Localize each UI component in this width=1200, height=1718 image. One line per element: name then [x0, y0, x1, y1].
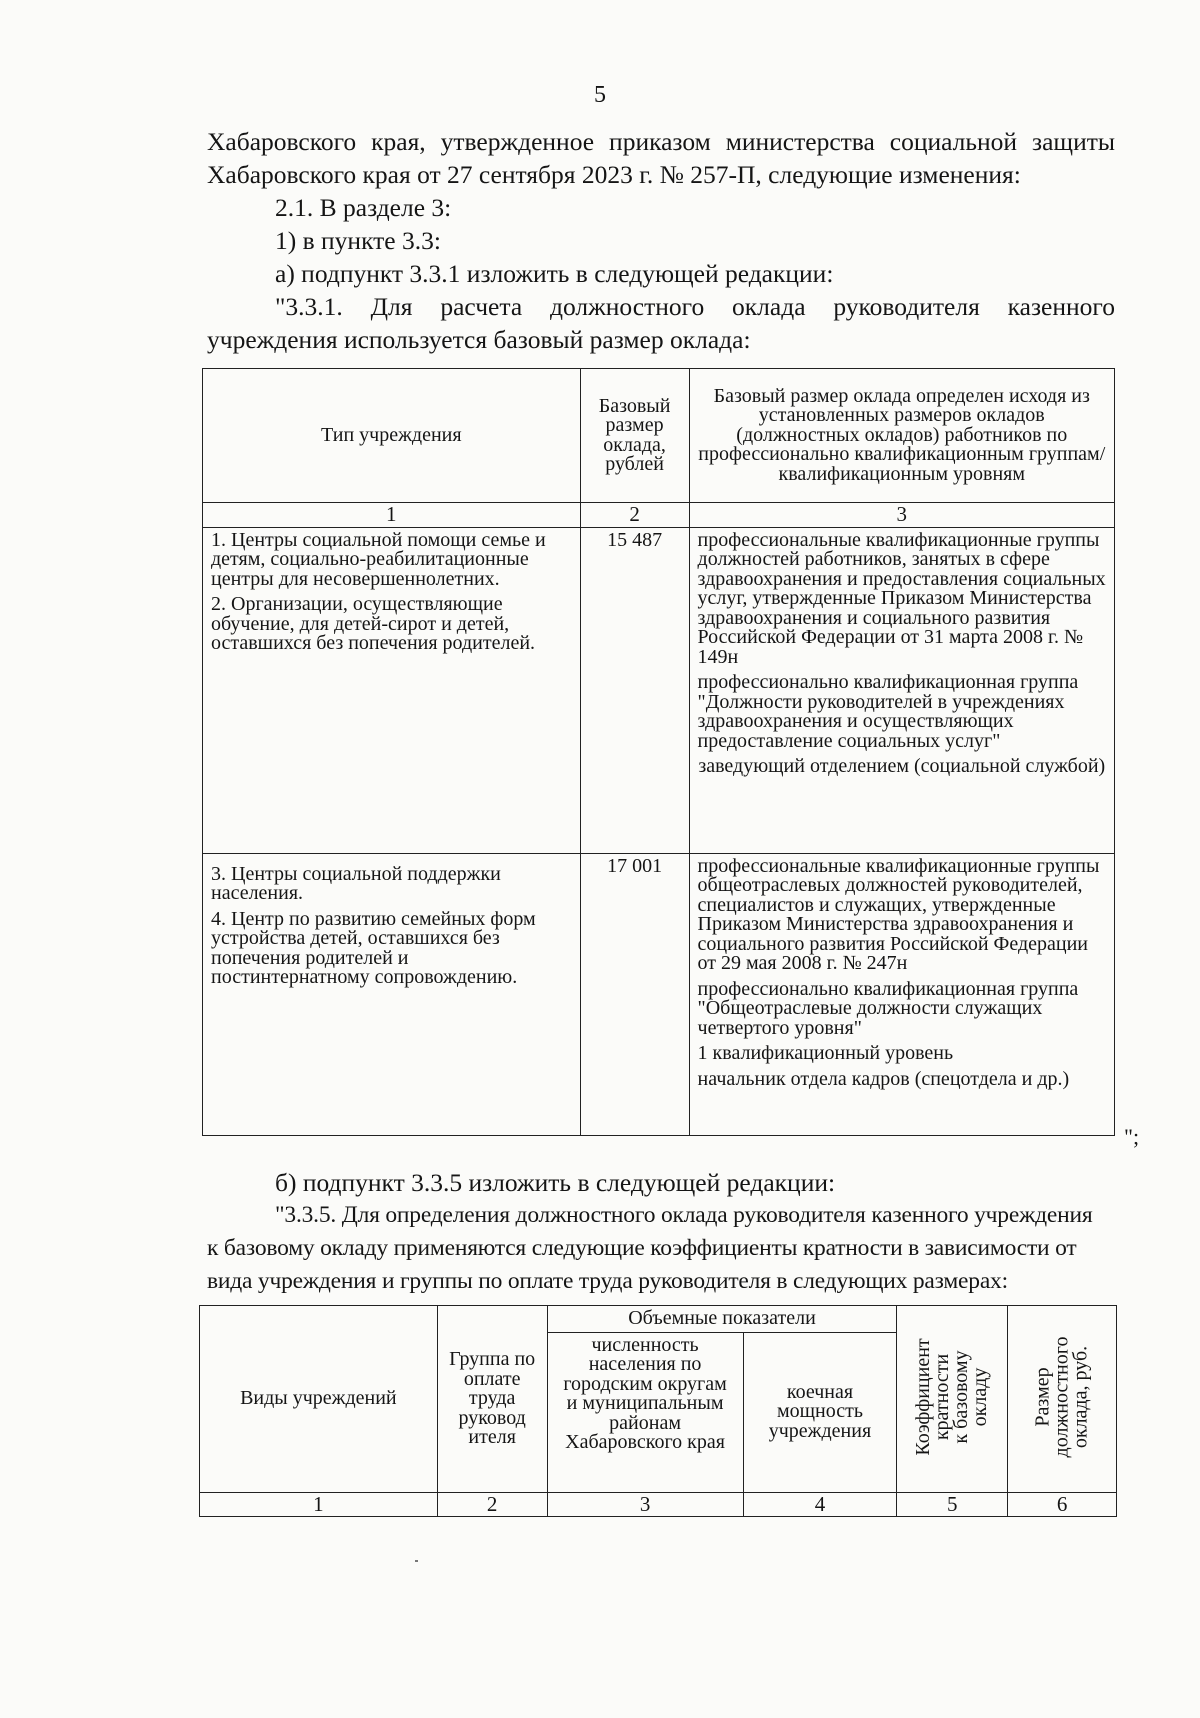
table1-row-2-details — [689, 853, 1114, 1135]
table1-row-2 — [203, 853, 1115, 1135]
salary-size-label-line: должностного — [1050, 1336, 1073, 1458]
table2-header-group: Группа по оплате труда руковод ителя — [437, 1306, 547, 1493]
quote-335-line-1: "3.3.5. Для определения должностного оклада руководителя казенного учреждения — [275, 1202, 1093, 1228]
institution-type: 4. Центр по развитию семейных форм устройства детей, оставшихся без попечения родителей и постинтернатному сопровождению. — [211, 907, 536, 988]
table2-header-population: численность населения по городским округам и муниципальным районам Хабаровского края — [547, 1332, 743, 1492]
section-line: 2.1. В разделе 3: — [275, 193, 452, 222]
table2-col-number: 4 — [743, 1492, 897, 1517]
quote-331-line-1: "3.3.1. Для расчета должностного оклада руководителя казенного — [275, 292, 1115, 321]
table1-col-number: 2 — [580, 503, 689, 528]
table1-row-1 — [203, 527, 1115, 853]
table1-row-2-types — [203, 853, 581, 1135]
subpoint-a: а) подпункт 3.3.1 изложить в следующей редакции: — [275, 259, 834, 288]
table2-col-number: 3 — [547, 1492, 743, 1517]
table2-header-volume: Объемные показатели — [547, 1306, 897, 1333]
coefficient-label-line: окладу — [969, 1367, 992, 1427]
quote-331-line-2: учреждения используется базовый размер оклада: — [207, 325, 751, 354]
table1-row-1-details — [689, 527, 1114, 853]
quote-335-line-3: вида учреждения и группы по оплате труда руководителя в следующих размерах: — [207, 1268, 1008, 1294]
qualification-group: профессионально квалификационная группа "Должности руководителей в учреждениях здравоохранения и осуществляющих предоставление социальных услуг" — [697, 671, 1079, 752]
subpoint-b: б) подпункт 3.3.5 изложить в следующей редакции: — [275, 1168, 836, 1197]
table2-col-number: 1 — [200, 1492, 438, 1517]
intro-line-1: Хабаровского края, утвержденное приказом министерства социальной защиты — [207, 127, 1115, 156]
qualification-group: профессиональные квалификационные группы общеотраслевых должностей руководителей, специалистов и служащих, утвержденные Приказом Министерства здравоохранения и социального развития Российской Федерации от 29 мая 2008 г. № 247н — [697, 854, 1100, 974]
scan-artifact — [415, 1560, 418, 1562]
coefficient-table — [199, 1305, 1117, 1517]
coefficient-label-line: кратности — [931, 1353, 954, 1441]
base-salary-table — [202, 368, 1115, 1136]
table1-col-number: 3 — [689, 503, 1114, 528]
institution-type: 3. Центры социальной поддержки населения. — [211, 862, 501, 904]
table1-row-2-amount: 17 001 — [580, 853, 689, 1135]
institution-type: 2. Организации, осуществляющие обучение, для детей-сирот и детей, оставшихся без попечения родителей. — [211, 593, 536, 654]
table2-header-row-1 — [200, 1306, 1117, 1333]
position-title: заведующий отделением (социальной службой) — [698, 755, 1106, 777]
table1-number-row — [203, 503, 1115, 528]
table1-header-basis: Базовый размер оклада определен исходя из установленных размеров окладов (должностных окладов) работников по профессионально квалификационным группам/квалификационным уровням — [689, 369, 1114, 503]
table1-col-number: 1 — [203, 503, 581, 528]
qualification-group: профессиональные квалификационные группы должностей работников, занятых в сфере здравоохранения и предоставления социальных услуг, утвержденные Приказом Министерства здравоохранения и социального развития Российской Федерации от 31 марта 2008 г. № 149н — [697, 528, 1106, 668]
table2-col-number: 5 — [897, 1492, 1008, 1517]
table1-row-1-amount: 15 487 — [580, 527, 689, 853]
table1-header-type: Тип учреждения — [203, 369, 581, 503]
quote-335-line-2: к базовому окладу применяются следующие коэффициенты кратности в зависимости от — [207, 1235, 1077, 1261]
table1-header-amount: Базовый размер оклада, рублей — [580, 369, 689, 503]
table2-header-beds: коечная мощность учреждения — [743, 1332, 897, 1492]
qualification-level: 1 квалификационный уровень — [697, 1042, 954, 1064]
table2-header-coefficient — [897, 1306, 1008, 1493]
qualification-group: профессионально квалификационная группа "Общеотраслевые должности служащих четвертого уровня" — [697, 977, 1079, 1039]
table1-header-row — [203, 369, 1115, 503]
table2-number-row — [200, 1492, 1117, 1517]
table1-row-1-types — [203, 527, 581, 853]
table2-col-number: 6 — [1008, 1492, 1117, 1517]
closing-quote-mark: "; — [1124, 1124, 1140, 1149]
salary-size-label-line: Размер — [1031, 1367, 1054, 1427]
point-line: 1) в пункте 3.3: — [275, 226, 441, 255]
table2-header-salary-size — [1008, 1306, 1117, 1493]
institution-type: 1. Центры социальной помощи семье и детям, социально-реабилитационные центры для несовершеннолетних. — [211, 528, 546, 590]
salary-size-label-line: оклада, руб. — [1069, 1345, 1092, 1449]
page-number: 5 — [594, 82, 606, 108]
table2-header-types: Виды учреждений — [200, 1306, 438, 1493]
coefficient-label-line: к базовому — [950, 1350, 973, 1444]
position-title: начальник отдела кадров (спецотдела и др.) — [697, 1067, 1070, 1090]
coefficient-label-line: Коэффициент — [912, 1338, 935, 1456]
table2-col-number: 2 — [437, 1492, 547, 1517]
intro-line-2: Хабаровского края от 27 сентября 2023 г. № 257-П, следующие изменения: — [207, 160, 1021, 189]
